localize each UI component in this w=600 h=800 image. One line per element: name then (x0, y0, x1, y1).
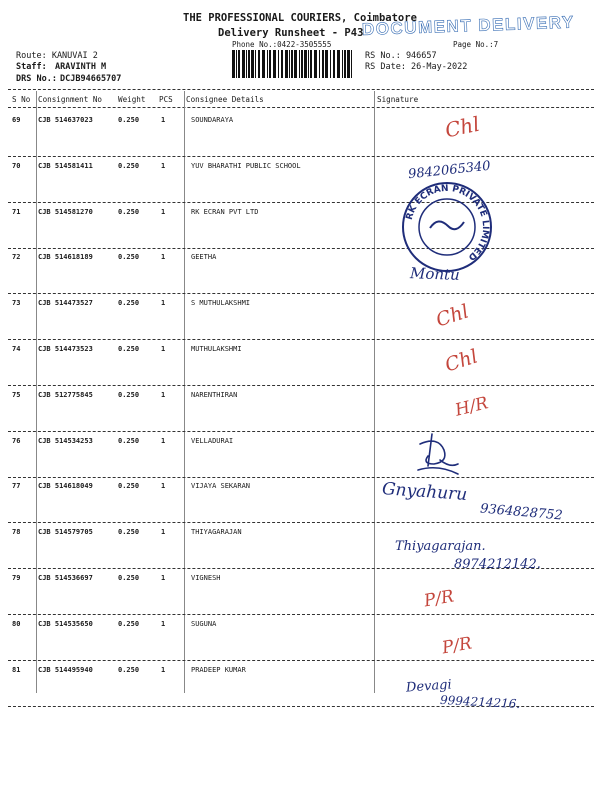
signature-74: Chl (442, 345, 481, 377)
barcode-bar (333, 50, 335, 78)
barcode-bar (238, 50, 240, 78)
row-consignment: CJB 514536697 (38, 574, 93, 582)
barcode (232, 50, 356, 78)
barcode-bar (299, 50, 300, 78)
row-sno: 71 (12, 207, 21, 216)
barcode-bar (319, 50, 320, 78)
row-consignment: CJB 514618189 (38, 253, 93, 262)
row-consignee: S MUTHULAKSHMI (191, 299, 251, 308)
row-weight: 0.250 (118, 299, 140, 308)
signature-69: Chl (442, 111, 482, 143)
row-pcs: 1 (161, 390, 166, 399)
row-consignee: RK ECRAN PVT LTD (191, 207, 259, 216)
header-divider-top (8, 89, 594, 90)
row-sno: 73 (12, 299, 21, 308)
row-consignee: PRADEEP KUMAR (191, 665, 246, 674)
barcode-bar (289, 50, 290, 78)
row-sno: 72 (12, 253, 21, 262)
row-weight: 0.250 (118, 574, 140, 582)
signature-75: H/R (453, 393, 491, 421)
document-delivery-stamp: DOCUMENT DELIVERY (361, 12, 576, 39)
row-divider (8, 614, 594, 615)
col-separator (184, 91, 185, 693)
row-consignee: THIYAGARAJAN (191, 528, 242, 537)
barcode-bar (258, 50, 260, 78)
row-pcs: 1 (161, 574, 166, 582)
row-divider (8, 477, 594, 478)
row-sno: 77 (12, 482, 21, 491)
barcode-bar (267, 50, 268, 78)
row-pcs: 1 (161, 528, 166, 537)
barcode-bar (310, 50, 312, 78)
barcode-bar (262, 50, 265, 78)
barcode-bar (255, 50, 256, 78)
barcode-bar (242, 50, 245, 78)
barcode-bar (236, 50, 237, 78)
signature-81: Devagi (405, 677, 453, 696)
row-consignee: SUGUNA (191, 619, 217, 628)
row-consignment: CJB 514579705 (38, 528, 93, 537)
row-pcs: 1 (161, 116, 166, 124)
barcode-bar (285, 50, 288, 78)
barcode-bar (351, 50, 352, 78)
rs-date: RS Date: 26-May-2022 (365, 62, 468, 72)
row-pcs: 1 (161, 345, 166, 353)
company-seal (400, 180, 494, 274)
barcode-bar (301, 50, 303, 78)
barcode-bar (347, 50, 350, 78)
barcode-bar (314, 50, 317, 78)
barcode-bar (344, 50, 346, 78)
row-pcs: 1 (161, 619, 166, 628)
row-pcs: 1 (161, 482, 166, 491)
barcode-bar (248, 50, 250, 78)
row-consignment: CJB 514473523 (38, 345, 93, 353)
row-consignee: NARENTHIRAN (191, 390, 238, 399)
barcode-bar (278, 50, 279, 78)
row-consignment: CJB 514581411 (38, 161, 93, 170)
drs-label: DRS No.: (16, 74, 57, 84)
signature-72: Montu (409, 264, 461, 284)
row-sno: 79 (12, 574, 21, 582)
col-signature: Signature (377, 95, 419, 104)
row-sno: 69 (12, 116, 21, 124)
row-weight: 0.250 (118, 253, 140, 262)
route-label: Route: KANUVAI 2 (16, 51, 98, 61)
col-separator (374, 91, 375, 693)
barcode-bar (251, 50, 254, 78)
row-sno: 75 (12, 390, 21, 399)
row-divider (8, 293, 594, 294)
row-sno: 80 (12, 619, 21, 628)
row-pcs: 1 (161, 253, 166, 262)
barcode-bar (273, 50, 276, 78)
col-consignment: Consignment No (38, 95, 103, 104)
row-pcs: 1 (161, 299, 166, 308)
row-weight: 0.250 (118, 528, 140, 537)
barcode-bar (232, 50, 235, 78)
row-divider (8, 660, 594, 661)
staff-label: Staff: (16, 62, 47, 72)
rs-number: RS No.: 946657 (365, 51, 437, 61)
row-sno: 74 (12, 345, 21, 353)
seal-text: RK ECRAN PRIVATE LIMITED (404, 183, 491, 262)
row-consignment: CJB 514495940 (38, 665, 93, 674)
barcode-bar (322, 50, 324, 78)
signature-77: Gnyahuru (381, 479, 468, 505)
signature-76 (410, 430, 470, 478)
barcode-bar (337, 50, 340, 78)
row-weight: 0.250 (118, 345, 140, 353)
row-consignee: MUTHULAKSHMI (191, 345, 242, 353)
row-pcs: 1 (161, 436, 166, 445)
row-pcs: 1 (161, 207, 166, 216)
row-divider (8, 202, 594, 203)
barcode-bar (269, 50, 271, 78)
row-divider (8, 522, 594, 523)
row-divider (8, 339, 594, 340)
barcode-bar (330, 50, 331, 78)
barcode-bar (342, 50, 343, 78)
row-weight: 0.250 (118, 482, 140, 491)
drs-value: DCJB94665707 (60, 74, 122, 84)
row-weight: 0.250 (118, 116, 140, 124)
row-consignee: YUV BHARATHI PUBLIC SCHOOL (191, 161, 301, 170)
row-consignment: CJB 512775845 (38, 390, 93, 399)
phone-77: 9364828752 (479, 501, 564, 524)
row-weight: 0.250 (118, 390, 140, 399)
col-weight: Weight (118, 95, 146, 104)
row-weight: 0.250 (118, 436, 140, 445)
barcode-bar (325, 50, 328, 78)
runsheet-title: Delivery Runsheet - P43 (218, 27, 364, 39)
row-pcs: 1 (161, 665, 166, 674)
row-consignment: CJB 514581270 (38, 207, 93, 216)
row-weight: 0.250 (118, 619, 140, 628)
row-weight: 0.250 (118, 161, 140, 170)
col-pcs: PCS (159, 95, 173, 104)
barcode-bar (281, 50, 283, 78)
col-consignee: Consignee Details (186, 95, 264, 104)
row-consignee: VIJAYA SEKARAN (191, 482, 251, 491)
row-weight: 0.250 (118, 665, 140, 674)
row-consignment: CJB 514618049 (38, 482, 93, 491)
row-consignment: CJB 514637023 (38, 116, 93, 124)
signature-79: P/R (422, 586, 456, 612)
row-divider (8, 431, 594, 432)
row-consignment: CJB 514534253 (38, 436, 93, 445)
row-consignee: VELLADURAI (191, 436, 234, 445)
phone-number: Phone No.:0422-3505555 (232, 40, 332, 49)
row-consignee: GEETHA (191, 253, 217, 262)
row-divider (8, 156, 594, 157)
phone-81: 9994214216. (439, 692, 521, 712)
col-separator (36, 91, 37, 693)
barcode-bar (246, 50, 247, 78)
company-name: THE PROFESSIONAL COURIERS, Coimbatore (183, 12, 417, 24)
staff-value: ARAVINTH M (55, 62, 107, 72)
row-divider (8, 248, 594, 249)
row-consignee: VIGNESH (191, 574, 221, 582)
page-number: Page No.:7 (453, 40, 499, 49)
signature-73: Chl (433, 300, 472, 332)
barcode-bar (304, 50, 307, 78)
barcode-bar (291, 50, 293, 78)
header-divider-bottom (8, 107, 594, 108)
row-pcs: 1 (161, 161, 166, 170)
row-sno: 81 (12, 665, 21, 674)
row-sno: 78 (12, 528, 21, 537)
signature-78: Thiyagarajan. (395, 539, 486, 554)
signature-70: 9842065340 (407, 158, 492, 183)
row-sno: 70 (12, 161, 21, 170)
row-divider (8, 385, 594, 386)
row-sno: 76 (12, 436, 21, 445)
row-weight: 0.250 (118, 207, 140, 216)
col-sno: S No (12, 95, 31, 104)
row-consignee: SOUNDARAYA (191, 116, 234, 124)
signature-80: P/R (440, 633, 474, 659)
row-consignment: CJB 514473527 (38, 299, 93, 308)
barcode-bar (294, 50, 297, 78)
phone-78: 8974212142. (454, 557, 541, 572)
row-consignment: CJB 514535650 (38, 619, 93, 628)
barcode-bar (308, 50, 309, 78)
